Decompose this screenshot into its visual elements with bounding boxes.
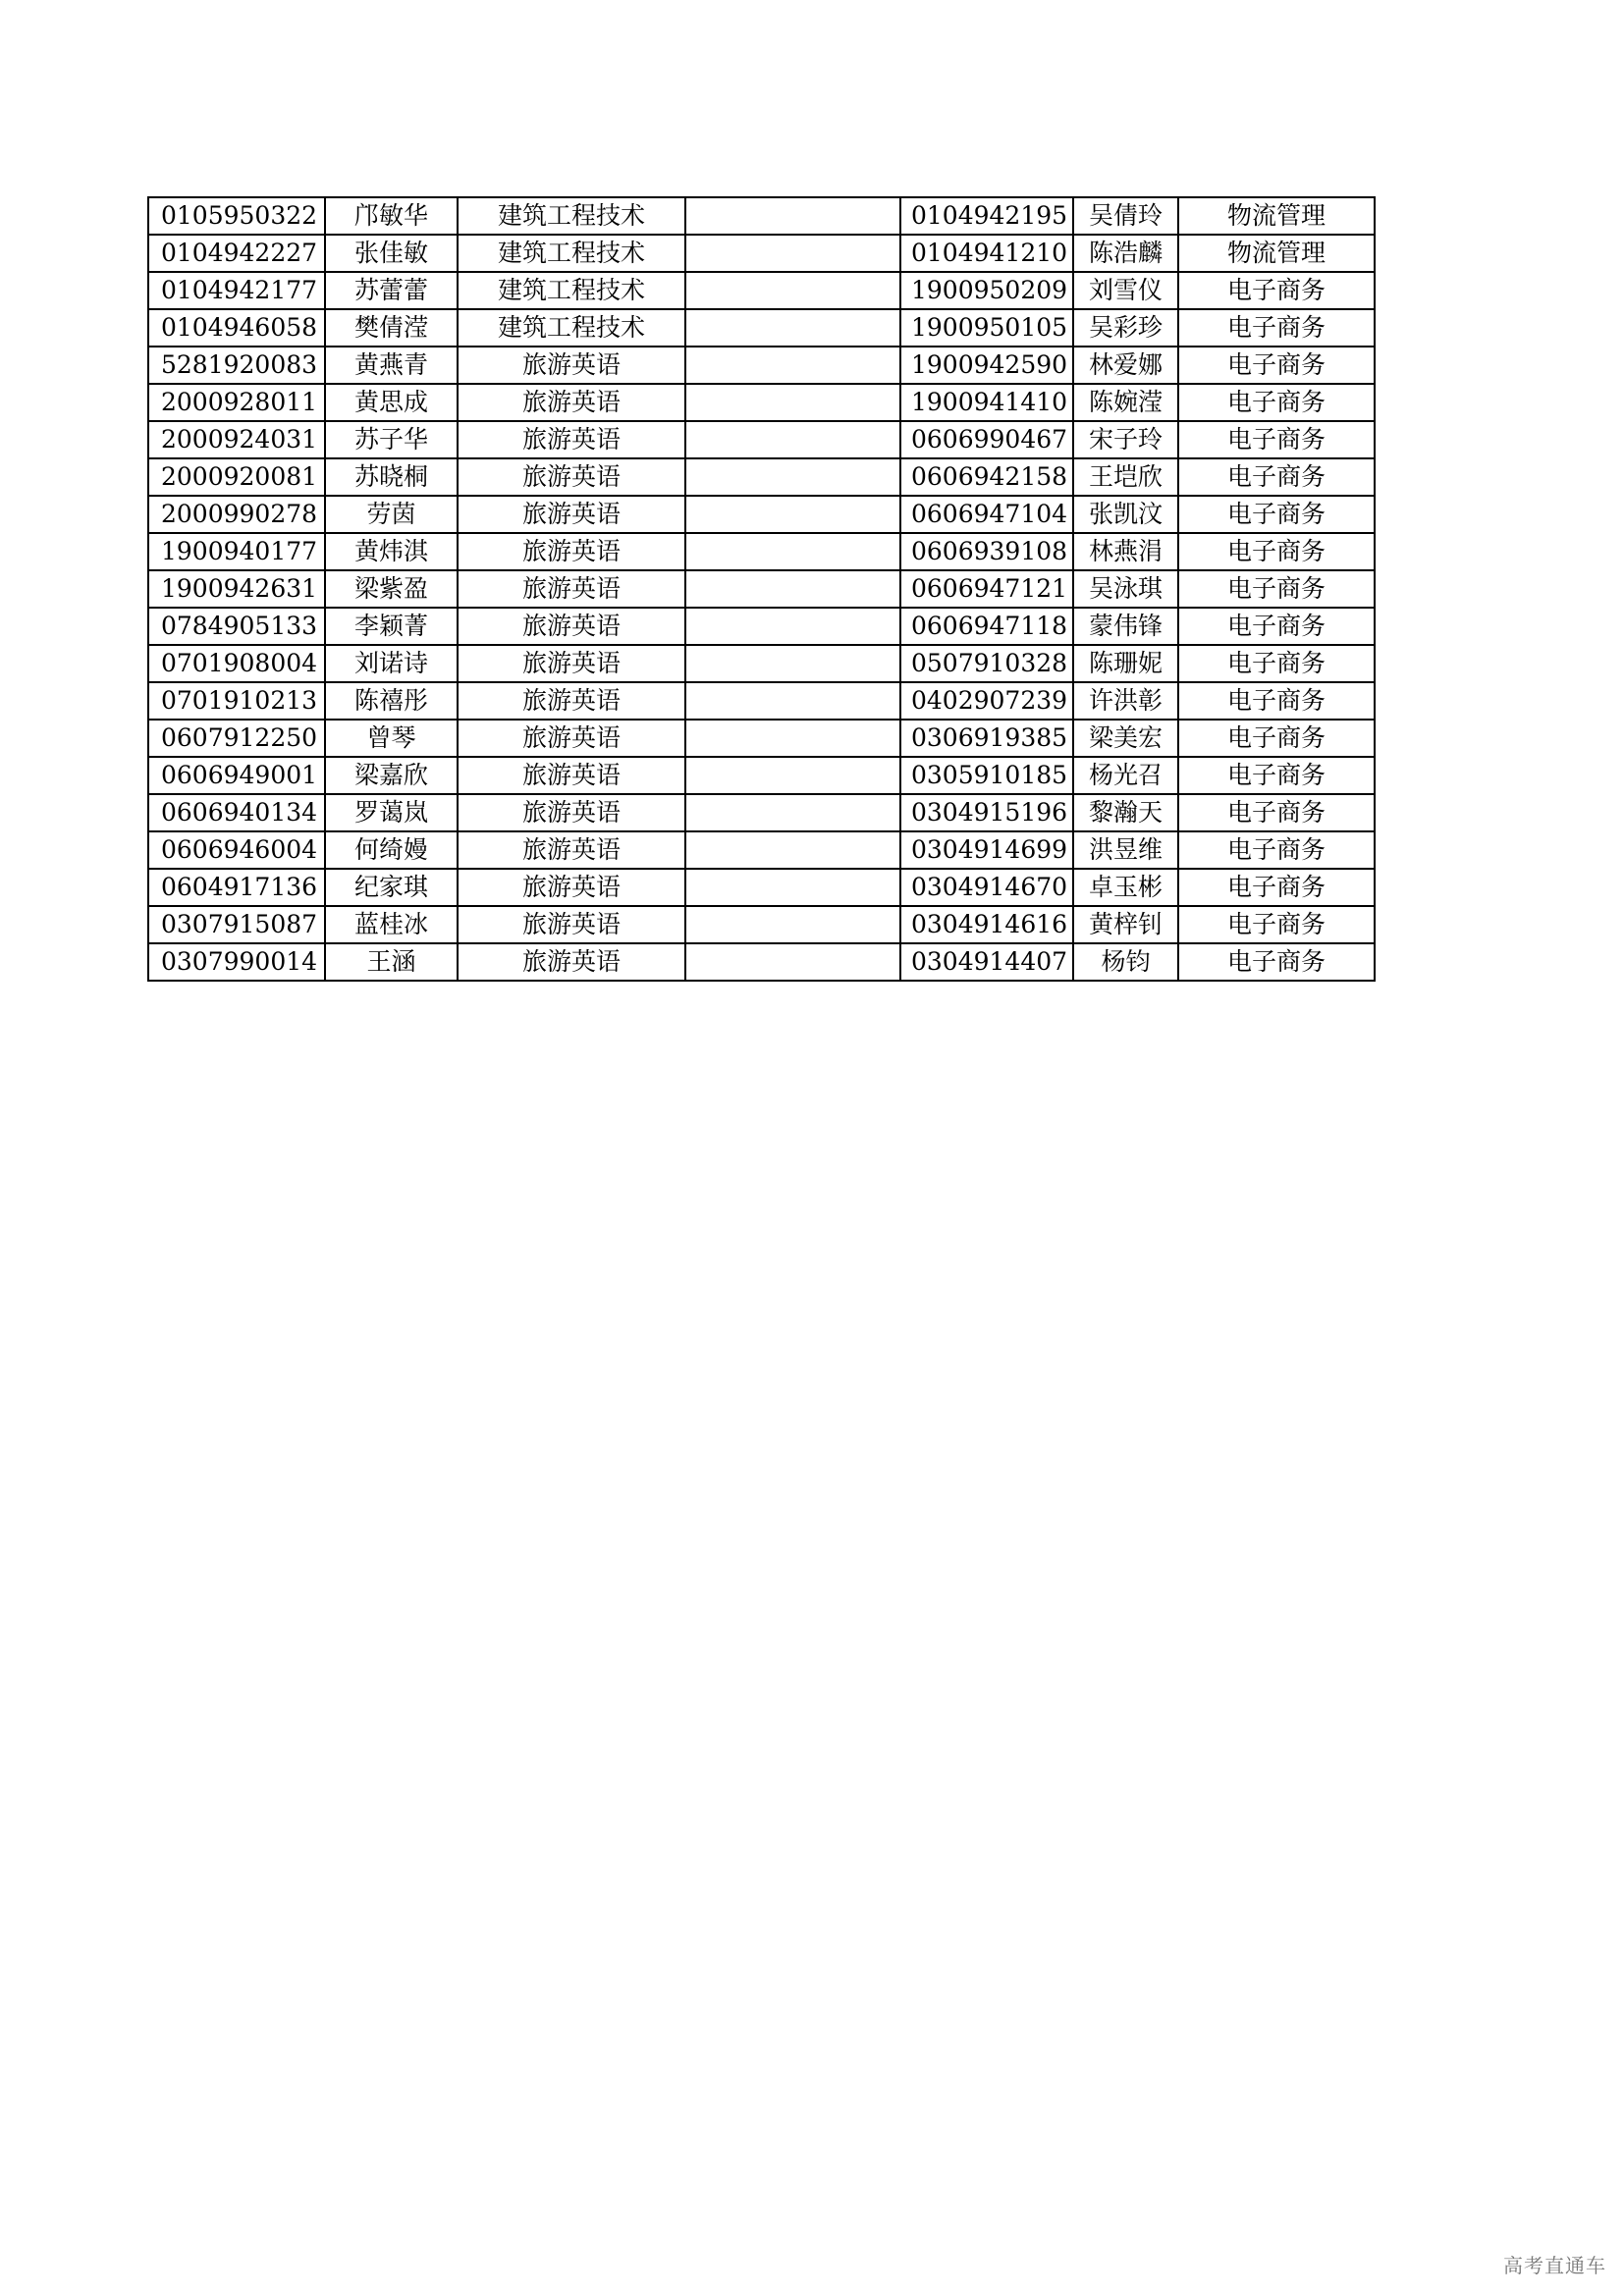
student-id-cell: 0606942158 — [900, 458, 1073, 496]
student-id-cell: 0606990467 — [900, 421, 1073, 458]
student-id-cell: 0304914407 — [900, 943, 1073, 981]
major-cell: 电子商务 — [1178, 831, 1375, 869]
major-cell: 电子商务 — [1178, 272, 1375, 309]
student-id-cell: 0304914699 — [900, 831, 1073, 869]
student-id-cell: 0304914670 — [900, 869, 1073, 906]
major-cell: 电子商务 — [1178, 794, 1375, 831]
student-name-cell: 黎瀚天 — [1073, 794, 1178, 831]
student-name-cell: 邝敏华 — [325, 197, 458, 235]
table-row — [148, 831, 1375, 869]
major-cell: 电子商务 — [1178, 757, 1375, 794]
empty-cell — [685, 757, 900, 794]
student-name-cell: 梁紫盈 — [325, 570, 458, 608]
student-name-cell: 李颖菁 — [325, 608, 458, 645]
student-id-cell: 1900940177 — [148, 533, 325, 570]
empty-cell — [685, 421, 900, 458]
student-name-cell: 王垲欣 — [1073, 458, 1178, 496]
major-cell: 旅游英语 — [458, 869, 685, 906]
major-cell: 旅游英语 — [458, 645, 685, 682]
student-name-cell: 林爱娜 — [1073, 347, 1178, 384]
table-row — [148, 384, 1375, 421]
major-cell: 旅游英语 — [458, 384, 685, 421]
student-id-cell: 2000928011 — [148, 384, 325, 421]
empty-cell — [685, 570, 900, 608]
table-body — [148, 197, 1375, 981]
student-name-cell: 樊倩滢 — [325, 309, 458, 347]
student-name-cell: 卓玉彬 — [1073, 869, 1178, 906]
student-name-cell: 王涵 — [325, 943, 458, 981]
student-id-cell: 0306919385 — [900, 720, 1073, 757]
major-cell: 旅游英语 — [458, 682, 685, 720]
student-name-cell: 宋子玲 — [1073, 421, 1178, 458]
major-cell: 旅游英语 — [458, 831, 685, 869]
table-row — [148, 347, 1375, 384]
table-row — [148, 197, 1375, 235]
student-name-cell: 吴倩玲 — [1073, 197, 1178, 235]
student-id-cell: 0104941210 — [900, 235, 1073, 272]
student-id-cell: 0606947104 — [900, 496, 1073, 533]
student-id-cell: 0606947121 — [900, 570, 1073, 608]
student-name-cell: 许洪彰 — [1073, 682, 1178, 720]
student-name-cell: 梁嘉欣 — [325, 757, 458, 794]
student-name-cell: 杨钧 — [1073, 943, 1178, 981]
major-cell: 旅游英语 — [458, 757, 685, 794]
student-id-cell: 0701910213 — [148, 682, 325, 720]
student-id-cell: 2000920081 — [148, 458, 325, 496]
major-cell: 旅游英语 — [458, 906, 685, 943]
major-cell: 建筑工程技术 — [458, 197, 685, 235]
major-cell: 物流管理 — [1178, 197, 1375, 235]
table-row — [148, 869, 1375, 906]
major-cell: 电子商务 — [1178, 384, 1375, 421]
table-row — [148, 943, 1375, 981]
major-cell: 电子商务 — [1178, 347, 1375, 384]
student-id-cell: 0784905133 — [148, 608, 325, 645]
student-name-cell: 苏晓桐 — [325, 458, 458, 496]
table-row — [148, 794, 1375, 831]
student-name-cell: 黄梓钊 — [1073, 906, 1178, 943]
table-row — [148, 645, 1375, 682]
student-id-cell: 1900942631 — [148, 570, 325, 608]
student-name-cell: 刘雪仪 — [1073, 272, 1178, 309]
table-row — [148, 720, 1375, 757]
student-id-cell: 0606939108 — [900, 533, 1073, 570]
student-id-cell: 0604917136 — [148, 869, 325, 906]
student-name-cell: 陈婉滢 — [1073, 384, 1178, 421]
empty-cell — [685, 906, 900, 943]
student-name-cell: 梁美宏 — [1073, 720, 1178, 757]
empty-cell — [685, 235, 900, 272]
empty-cell — [685, 869, 900, 906]
student-id-cell: 0307915087 — [148, 906, 325, 943]
student-id-cell: 0304914616 — [900, 906, 1073, 943]
student-name-cell: 苏子华 — [325, 421, 458, 458]
empty-cell — [685, 645, 900, 682]
student-id-cell: 1900950105 — [900, 309, 1073, 347]
table-row — [148, 458, 1375, 496]
table-row — [148, 496, 1375, 533]
table-row — [148, 235, 1375, 272]
empty-cell — [685, 496, 900, 533]
admission-list-table — [147, 196, 1376, 982]
student-id-cell: 0104942195 — [900, 197, 1073, 235]
major-cell: 旅游英语 — [458, 570, 685, 608]
empty-cell — [685, 794, 900, 831]
table-row — [148, 570, 1375, 608]
empty-cell — [685, 943, 900, 981]
student-name-cell: 何绮嫚 — [325, 831, 458, 869]
student-id-cell: 1900950209 — [900, 272, 1073, 309]
major-cell: 建筑工程技术 — [458, 235, 685, 272]
student-id-cell: 2000990278 — [148, 496, 325, 533]
major-cell: 电子商务 — [1178, 533, 1375, 570]
student-name-cell: 张佳敏 — [325, 235, 458, 272]
major-cell: 电子商务 — [1178, 720, 1375, 757]
table-row — [148, 906, 1375, 943]
student-name-cell: 杨光召 — [1073, 757, 1178, 794]
empty-cell — [685, 533, 900, 570]
student-id-cell: 0507910328 — [900, 645, 1073, 682]
empty-cell — [685, 309, 900, 347]
major-cell: 旅游英语 — [458, 458, 685, 496]
major-cell: 电子商务 — [1178, 309, 1375, 347]
empty-cell — [685, 197, 900, 235]
table-row — [148, 682, 1375, 720]
major-cell: 电子商务 — [1178, 496, 1375, 533]
major-cell: 旅游英语 — [458, 496, 685, 533]
student-name-cell: 洪昱维 — [1073, 831, 1178, 869]
watermark-text: 高考直通车 — [1503, 2254, 1606, 2277]
major-cell: 电子商务 — [1178, 645, 1375, 682]
student-id-cell: 0701908004 — [148, 645, 325, 682]
empty-cell — [685, 347, 900, 384]
table-row — [148, 608, 1375, 645]
student-name-cell: 劳茵 — [325, 496, 458, 533]
student-id-cell: 0104946058 — [148, 309, 325, 347]
student-name-cell: 陈禧彤 — [325, 682, 458, 720]
major-cell: 电子商务 — [1178, 458, 1375, 496]
empty-cell — [685, 458, 900, 496]
student-id-cell: 0606947118 — [900, 608, 1073, 645]
student-name-cell: 吴彩珍 — [1073, 309, 1178, 347]
major-cell: 旅游英语 — [458, 720, 685, 757]
student-name-cell: 苏蕾蕾 — [325, 272, 458, 309]
student-name-cell: 罗蔼岚 — [325, 794, 458, 831]
major-cell: 电子商务 — [1178, 682, 1375, 720]
student-id-cell: 2000924031 — [148, 421, 325, 458]
student-name-cell: 蒙伟锋 — [1073, 608, 1178, 645]
student-name-cell: 陈珊妮 — [1073, 645, 1178, 682]
student-id-cell: 0606940134 — [148, 794, 325, 831]
empty-cell — [685, 608, 900, 645]
major-cell: 电子商务 — [1178, 421, 1375, 458]
student-id-cell: 0606949001 — [148, 757, 325, 794]
empty-cell — [685, 272, 900, 309]
major-cell: 旅游英语 — [458, 608, 685, 645]
major-cell: 旅游英语 — [458, 347, 685, 384]
student-id-cell: 0606946004 — [148, 831, 325, 869]
major-cell: 旅游英语 — [458, 533, 685, 570]
student-name-cell: 张凯汶 — [1073, 496, 1178, 533]
student-name-cell: 刘诺诗 — [325, 645, 458, 682]
empty-cell — [685, 831, 900, 869]
student-name-cell: 黄炜淇 — [325, 533, 458, 570]
student-id-cell: 0104942177 — [148, 272, 325, 309]
student-name-cell: 纪家琪 — [325, 869, 458, 906]
major-cell: 电子商务 — [1178, 943, 1375, 981]
table-row — [148, 757, 1375, 794]
table-row — [148, 533, 1375, 570]
student-id-cell: 1900941410 — [900, 384, 1073, 421]
major-cell: 建筑工程技术 — [458, 272, 685, 309]
major-cell: 电子商务 — [1178, 906, 1375, 943]
empty-cell — [685, 682, 900, 720]
major-cell: 物流管理 — [1178, 235, 1375, 272]
table-row — [148, 272, 1375, 309]
empty-cell — [685, 720, 900, 757]
student-id-cell: 0304915196 — [900, 794, 1073, 831]
student-name-cell: 黄燕青 — [325, 347, 458, 384]
student-id-cell: 0105950322 — [148, 197, 325, 235]
student-name-cell: 吴泳琪 — [1073, 570, 1178, 608]
student-id-cell: 0607912250 — [148, 720, 325, 757]
student-id-cell: 0402907239 — [900, 682, 1073, 720]
student-id-cell: 0104942227 — [148, 235, 325, 272]
student-name-cell: 蓝桂冰 — [325, 906, 458, 943]
major-cell: 旅游英语 — [458, 794, 685, 831]
student-id-cell: 0305910185 — [900, 757, 1073, 794]
table-row — [148, 421, 1375, 458]
student-name-cell: 黄思成 — [325, 384, 458, 421]
major-cell: 旅游英语 — [458, 943, 685, 981]
major-cell: 电子商务 — [1178, 608, 1375, 645]
student-id-cell: 0307990014 — [148, 943, 325, 981]
table-row — [148, 309, 1375, 347]
student-id-cell: 1900942590 — [900, 347, 1073, 384]
student-id-cell: 5281920083 — [148, 347, 325, 384]
major-cell: 电子商务 — [1178, 570, 1375, 608]
student-name-cell: 陈浩麟 — [1073, 235, 1178, 272]
student-name-cell: 曾琴 — [325, 720, 458, 757]
major-cell: 建筑工程技术 — [458, 309, 685, 347]
empty-cell — [685, 384, 900, 421]
major-cell: 旅游英语 — [458, 421, 685, 458]
major-cell: 电子商务 — [1178, 869, 1375, 906]
student-name-cell: 林燕涓 — [1073, 533, 1178, 570]
